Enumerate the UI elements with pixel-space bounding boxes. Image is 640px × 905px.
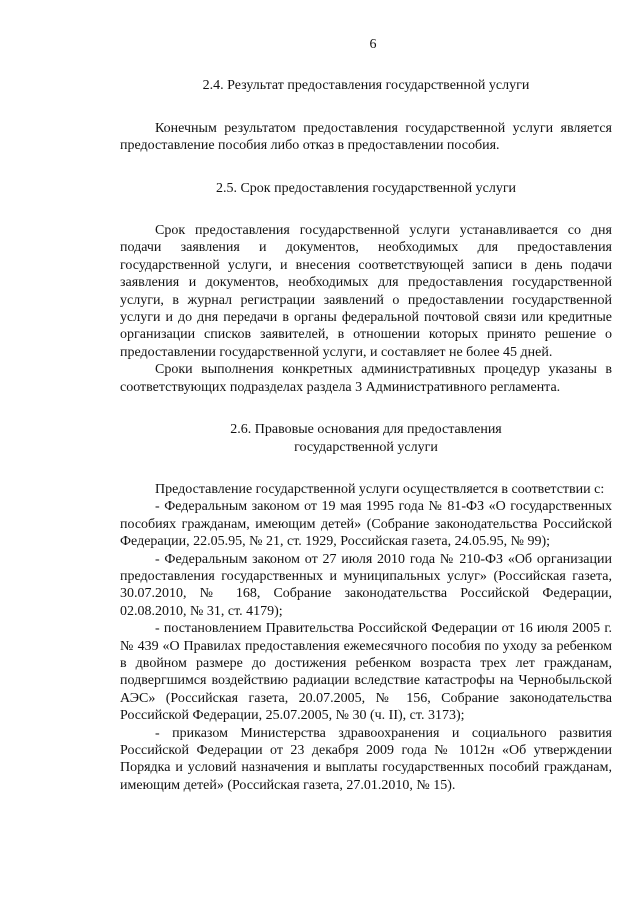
legal-basis-item: - Федеральным законом от 19 мая 1995 года № 81-ФЗ «О государственных пособиях гражданам, имеющим детей» (Собрание законодательства Российской Федерации, 22.05.95, № 21, ст. 1929, Российская газета, 24.05.95, № 99); bbox=[120, 499, 612, 550]
section-2-4-paragraph: Конечным результатом предоставления государственной услуги является предоставление пособия либо отказ в предоставлении пособия. bbox=[120, 120, 612, 154]
legal-basis-item: - постановлением Правительства Российской Федерации от 16 июля 2005 г. № 439 «О Правилах предоставления ежемесячного пособия по уходу за ребенком в двойном размере до достижения ребенком возраста трех лет гражданам, подвергшимся воздействию радиации вследствие катастрофы на Чернобыльской АЭС» (Российская газета, 20.07.2005, № 156, Собрание законодательства Российской Федерации, 25.07.2005, № 30 (ч. II), ст. 3173); bbox=[120, 621, 612, 724]
section-2-6-heading-line: 2.6. Правовые основания для предоставления bbox=[230, 422, 502, 438]
section-2-6-heading bbox=[120, 421, 612, 456]
section-2-6-heading-line: государственной услуги bbox=[294, 439, 438, 455]
legal-basis-item: - Федеральным законом от 27 июля 2010 года № 210-ФЗ «Об организации предоставления государственных и муниципальных услуг» (Российская газета, 30.07.2010, № 168, Собрание законодательства Российской Федерации, 02.08.2010, № 31, ст. 4179); bbox=[120, 551, 612, 619]
section-2-4-heading: 2.4. Результат предоставления государственной услуги bbox=[202, 78, 530, 94]
section-2-5-paragraph: Сроки выполнения конкретных административных процедур указаны в соответствующих подразделах раздела 3 Административного регламента. bbox=[120, 362, 612, 395]
section-2-5-paragraph: Срок предоставления государственной услуги устанавливается со дня подачи заявления и документов, необходимых для предоставления государственной услуги, и внесения соответствующей записи в день подачи заявления и документов, необходимых для предоставления государственной услуги, в журнал регистрации заявлений о предоставлении государственной услуги и до дня передачи в органы федеральной почтовой связи или кредитные организации списков заявителей, в отношении которых принято решение о предоставлении государственной услуги, и составляет не более 45 дней. bbox=[120, 223, 612, 360]
page-number: 6 bbox=[369, 37, 377, 52]
legal-basis-item: - приказом Министерства здравоохранения и социального развития Российской Федерации от 23 декабря 2009 года № 1012н «Об утверждении Порядка и условий назначения и выплаты государственных пособий гражданам, имеющим детей» (Российская газета, 27.01.2010, № 15). bbox=[120, 725, 612, 793]
section-2-5-heading: 2.5. Срок предоставления государственной услуги bbox=[215, 180, 517, 196]
section-2-6-intro: Предоставление государственной услуги осуществляется в соответствии с: bbox=[155, 481, 605, 497]
